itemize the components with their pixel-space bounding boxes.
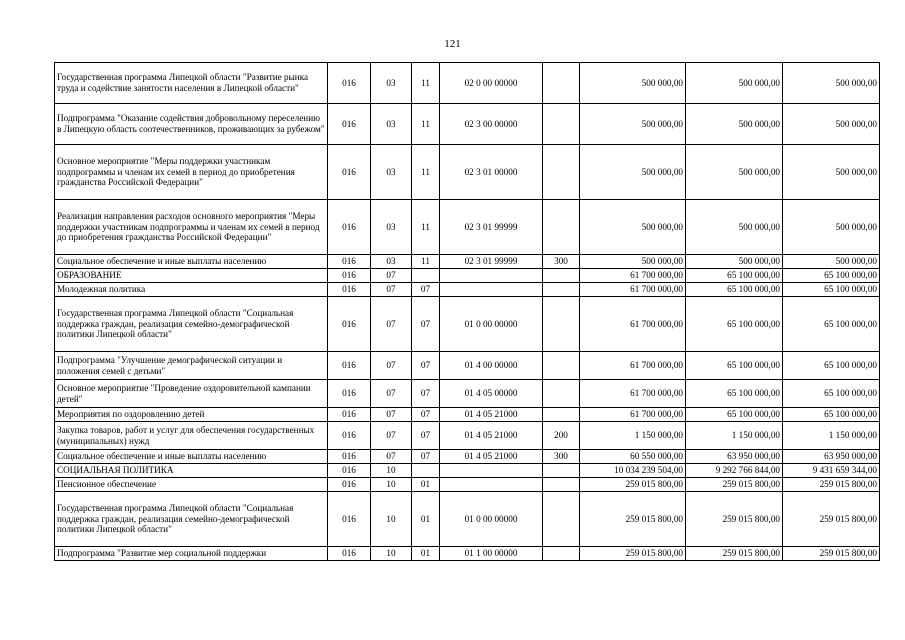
row-amount-2-cell: 500 000,00	[686, 255, 783, 269]
table-row	[55, 408, 880, 422]
row-name-cell: Подпрограмма "Улучшение демографической ситуации и положения семей с детьми"	[55, 352, 328, 380]
row-section-cell: 03	[371, 104, 412, 145]
row-amount-2-cell: 65 100 000,00	[686, 283, 783, 297]
row-ministry-cell: 016	[328, 63, 371, 104]
row-ministry-cell: 016	[328, 422, 371, 450]
row-subsection-cell: 07	[412, 283, 440, 297]
row-target-item-cell: 01 4 05 21000	[440, 422, 543, 450]
row-amount-1-cell: 61 700 000,00	[580, 352, 686, 380]
row-target-item-cell	[440, 478, 543, 492]
row-section-cell: 10	[371, 464, 412, 478]
table-row	[55, 283, 880, 297]
table-row	[55, 145, 880, 200]
row-amount-1-cell: 500 000,00	[580, 200, 686, 255]
row-subsection-cell: 11	[412, 63, 440, 104]
row-target-item-cell: 01 0 00 00000	[440, 492, 543, 547]
row-ministry-cell: 016	[328, 104, 371, 145]
row-section-cell: 03	[371, 145, 412, 200]
row-amount-3-cell: 500 000,00	[783, 200, 880, 255]
row-name-cell: СОЦИАЛЬНАЯ ПОЛИТИКА	[55, 464, 328, 478]
row-amount-2-cell: 9 292 766 844,00	[686, 464, 783, 478]
row-amount-2-cell: 65 100 000,00	[686, 352, 783, 380]
row-section-cell: 07	[371, 297, 412, 352]
table-row	[55, 269, 880, 283]
row-expense-type-cell: 300	[543, 450, 580, 464]
row-amount-1-cell: 259 015 800,00	[580, 492, 686, 547]
row-amount-3-cell: 65 100 000,00	[783, 352, 880, 380]
row-name-cell: Пенсионное обеспечение	[55, 478, 328, 492]
row-amount-2-cell: 65 100 000,00	[686, 408, 783, 422]
row-amount-3-cell: 65 100 000,00	[783, 283, 880, 297]
row-target-item-cell: 01 0 00 00000	[440, 297, 543, 352]
row-expense-type-cell	[543, 380, 580, 408]
row-target-item-cell: 01 4 05 21000	[440, 450, 543, 464]
row-amount-1-cell: 60 550 000,00	[580, 450, 686, 464]
row-name-cell: Основное мероприятие "Проведение оздоровительной кампании детей"	[55, 380, 328, 408]
row-name-cell: Мероприятия по оздоровлению детей	[55, 408, 328, 422]
row-amount-1-cell: 61 700 000,00	[580, 269, 686, 283]
row-expense-type-cell	[543, 547, 580, 561]
row-expense-type-cell	[543, 269, 580, 283]
row-subsection-cell: 01	[412, 547, 440, 561]
row-amount-1-cell: 61 700 000,00	[580, 408, 686, 422]
row-amount-3-cell: 259 015 800,00	[783, 478, 880, 492]
row-name-cell: Подпрограмма "Развитие мер социальной поддержки	[55, 547, 328, 561]
row-amount-3-cell: 9 431 659 344,00	[783, 464, 880, 478]
row-name-cell: Государственная программа Липецкой области "Развитие рынка труда и содействие занятости населения в Липецкой области"	[55, 63, 328, 104]
row-ministry-cell: 016	[328, 145, 371, 200]
row-target-item-cell: 02 3 00 00000	[440, 104, 543, 145]
row-amount-1-cell: 500 000,00	[580, 63, 686, 104]
row-expense-type-cell	[543, 297, 580, 352]
row-section-cell: 10	[371, 478, 412, 492]
row-section-cell: 07	[371, 450, 412, 464]
row-subsection-cell: 01	[412, 478, 440, 492]
row-target-item-cell	[440, 464, 543, 478]
table-row	[55, 380, 880, 408]
row-amount-3-cell: 65 100 000,00	[783, 297, 880, 352]
row-expense-type-cell	[543, 283, 580, 297]
row-subsection-cell: 07	[412, 422, 440, 450]
row-ministry-cell: 016	[328, 547, 371, 561]
row-amount-1-cell: 10 034 239 504,00	[580, 464, 686, 478]
row-expense-type-cell	[543, 104, 580, 145]
row-ministry-cell: 016	[328, 450, 371, 464]
row-amount-1-cell: 61 700 000,00	[580, 283, 686, 297]
row-expense-type-cell	[543, 200, 580, 255]
row-amount-2-cell: 259 015 800,00	[686, 492, 783, 547]
table-row	[55, 422, 880, 450]
row-expense-type-cell	[543, 478, 580, 492]
row-section-cell: 07	[371, 352, 412, 380]
row-target-item-cell: 02 3 01 00000	[440, 145, 543, 200]
row-amount-1-cell: 1 150 000,00	[580, 422, 686, 450]
row-amount-2-cell: 65 100 000,00	[686, 269, 783, 283]
row-amount-3-cell: 65 100 000,00	[783, 408, 880, 422]
table-row	[55, 63, 880, 104]
row-ministry-cell: 016	[328, 297, 371, 352]
row-target-item-cell: 02 3 01 99999	[440, 255, 543, 269]
row-ministry-cell: 016	[328, 255, 371, 269]
row-expense-type-cell	[543, 464, 580, 478]
row-target-item-cell: 01 4 05 21000	[440, 408, 543, 422]
row-amount-3-cell: 65 100 000,00	[783, 380, 880, 408]
row-subsection-cell: 11	[412, 255, 440, 269]
row-subsection-cell	[412, 464, 440, 478]
row-section-cell: 07	[371, 422, 412, 450]
row-section-cell: 07	[371, 283, 412, 297]
row-expense-type-cell: 200	[543, 422, 580, 450]
row-amount-2-cell: 500 000,00	[686, 200, 783, 255]
row-ministry-cell: 016	[328, 200, 371, 255]
table-row	[55, 547, 880, 561]
row-section-cell: 07	[371, 269, 412, 283]
row-name-cell: Закупка товаров, работ и услуг для обеспечения государственных (муниципальных) нужд	[55, 422, 328, 450]
row-amount-3-cell: 259 015 800,00	[783, 547, 880, 561]
row-ministry-cell: 016	[328, 464, 371, 478]
row-section-cell: 10	[371, 547, 412, 561]
row-ministry-cell: 016	[328, 283, 371, 297]
row-subsection-cell: 07	[412, 408, 440, 422]
row-ministry-cell: 016	[328, 492, 371, 547]
row-amount-2-cell: 63 950 000,00	[686, 450, 783, 464]
row-name-cell: Государственная программа Липецкой области "Социальная поддержка граждан, реализация семейно-демографической политики Липецкой области"	[55, 492, 328, 547]
page-number: 121	[444, 38, 461, 50]
row-subsection-cell: 11	[412, 104, 440, 145]
row-ministry-cell: 016	[328, 380, 371, 408]
row-amount-3-cell: 259 015 800,00	[783, 492, 880, 547]
row-section-cell: 10	[371, 492, 412, 547]
row-amount-3-cell: 500 000,00	[783, 63, 880, 104]
row-amount-2-cell: 259 015 800,00	[686, 547, 783, 561]
row-amount-3-cell: 63 950 000,00	[783, 450, 880, 464]
row-section-cell: 07	[371, 408, 412, 422]
row-subsection-cell	[412, 269, 440, 283]
row-ministry-cell: 016	[328, 269, 371, 283]
row-amount-1-cell: 500 000,00	[580, 104, 686, 145]
row-target-item-cell	[440, 283, 543, 297]
row-amount-1-cell: 61 700 000,00	[580, 297, 686, 352]
row-amount-2-cell: 500 000,00	[686, 63, 783, 104]
row-amount-2-cell: 65 100 000,00	[686, 380, 783, 408]
row-target-item-cell: 01 4 00 00000	[440, 352, 543, 380]
row-name-cell: ОБРАЗОВАНИЕ	[55, 269, 328, 283]
table-row	[55, 104, 880, 145]
row-target-item-cell: 02 0 00 00000	[440, 63, 543, 104]
row-section-cell: 03	[371, 63, 412, 104]
table-row	[55, 478, 880, 492]
row-name-cell: Подпрограмма "Оказание содействия добровольному переселению в Липецкую область соотечественников, проживающих за рубежом"	[55, 104, 328, 145]
row-amount-2-cell: 500 000,00	[686, 145, 783, 200]
row-expense-type-cell	[543, 492, 580, 547]
row-amount-3-cell: 500 000,00	[783, 104, 880, 145]
row-target-item-cell: 01 1 00 00000	[440, 547, 543, 561]
row-amount-1-cell: 61 700 000,00	[580, 380, 686, 408]
budget-table	[54, 62, 880, 561]
row-ministry-cell: 016	[328, 478, 371, 492]
row-amount-3-cell: 500 000,00	[783, 255, 880, 269]
row-name-cell: Социальное обеспечение и иные выплаты населению	[55, 255, 328, 269]
row-subsection-cell: 07	[412, 297, 440, 352]
row-section-cell: 03	[371, 255, 412, 269]
row-amount-3-cell: 65 100 000,00	[783, 269, 880, 283]
row-section-cell: 07	[371, 380, 412, 408]
table-row	[55, 450, 880, 464]
budget-table-body	[55, 63, 880, 561]
row-expense-type-cell	[543, 352, 580, 380]
row-expense-type-cell	[543, 63, 580, 104]
row-subsection-cell: 07	[412, 450, 440, 464]
row-amount-3-cell: 1 150 000,00	[783, 422, 880, 450]
row-amount-1-cell: 259 015 800,00	[580, 547, 686, 561]
row-subsection-cell: 11	[412, 200, 440, 255]
table-row	[55, 352, 880, 380]
row-amount-2-cell: 259 015 800,00	[686, 478, 783, 492]
row-subsection-cell: 11	[412, 145, 440, 200]
row-target-item-cell: 02 3 01 99999	[440, 200, 543, 255]
table-row	[55, 297, 880, 352]
row-amount-1-cell: 500 000,00	[580, 145, 686, 200]
row-ministry-cell: 016	[328, 352, 371, 380]
table-row	[55, 200, 880, 255]
table-row	[55, 464, 880, 478]
row-name-cell: Государственная программа Липецкой области "Социальная поддержка граждан, реализация семейно-демографической политики Липецкой области"	[55, 297, 328, 352]
row-name-cell: Молодежная политика	[55, 283, 328, 297]
row-amount-2-cell: 1 150 000,00	[686, 422, 783, 450]
row-ministry-cell: 016	[328, 408, 371, 422]
row-expense-type-cell: 300	[543, 255, 580, 269]
table-row	[55, 492, 880, 547]
row-subsection-cell: 07	[412, 380, 440, 408]
row-amount-3-cell: 500 000,00	[783, 145, 880, 200]
row-amount-2-cell: 500 000,00	[686, 104, 783, 145]
row-target-item-cell: 01 4 05 00000	[440, 380, 543, 408]
row-target-item-cell	[440, 269, 543, 283]
row-name-cell: Социальное обеспечение и иные выплаты населению	[55, 450, 328, 464]
row-amount-1-cell: 259 015 800,00	[580, 478, 686, 492]
table-row	[55, 255, 880, 269]
row-subsection-cell: 07	[412, 352, 440, 380]
row-name-cell: Реализация направления расходов основного мероприятия "Меры поддержки участникам подпрограммы и членам их семей в период до приобретения гражданства Российской Федерации"	[55, 200, 328, 255]
row-section-cell: 03	[371, 200, 412, 255]
row-amount-2-cell: 65 100 000,00	[686, 297, 783, 352]
row-amount-1-cell: 500 000,00	[580, 255, 686, 269]
row-expense-type-cell	[543, 145, 580, 200]
row-subsection-cell: 01	[412, 492, 440, 547]
row-name-cell: Основное мероприятие "Меры поддержки участникам подпрограммы и членам их семей в период до приобретения гражданства Российской Федерации"	[55, 145, 328, 200]
row-expense-type-cell	[543, 408, 580, 422]
